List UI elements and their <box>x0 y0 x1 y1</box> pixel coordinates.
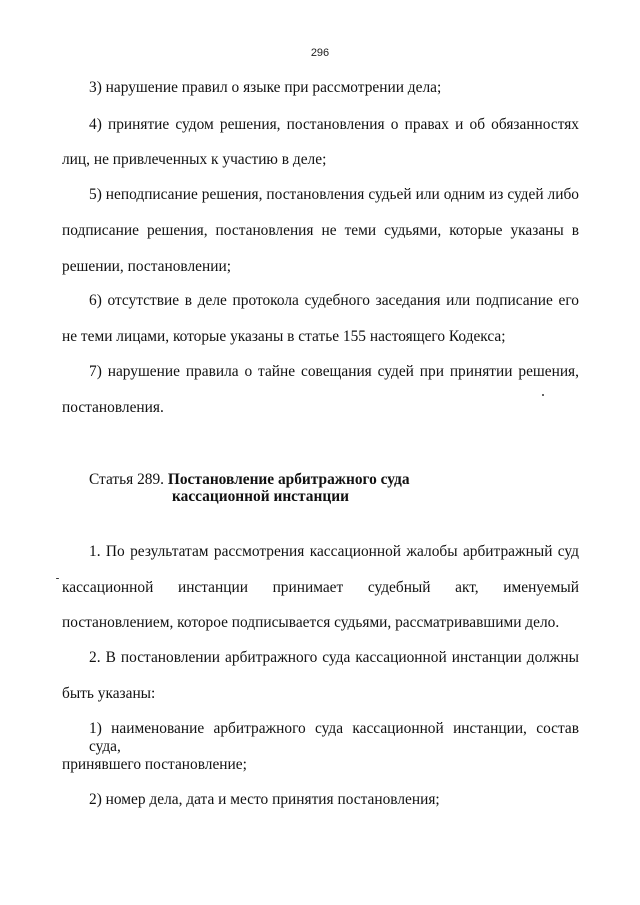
item-3-line-1: 3) нарушение правил о языке при рассмотрении дела; <box>89 79 442 96</box>
item-4-line-1: 4) принятие судом решения, постановления о правах и об обязанностях <box>89 116 579 133</box>
paragraph-2-line-1: 2. В постановлении арбитражного суда кассационной инстанции должны <box>89 649 579 666</box>
paragraph-1-line-1: 1. По результатам рассмотрения кассационной жалобы арбитражный суд <box>89 543 579 560</box>
sub-item-1-line-2: принявшего постановление; <box>62 756 247 773</box>
sub-item-2-line-1: 2) номер дела, дата и место принятия постановления; <box>89 791 440 808</box>
sub-item-1-line-1: 1) наименование арбитражного суда кассационной инстанции, состав суда, <box>89 720 579 755</box>
item-6-line-1: 6) отсутствие в деле протокола судебного заседания или подписание его <box>89 292 579 309</box>
article-title-line-1: Постановление арбитражного суда <box>167 471 410 488</box>
article-heading <box>89 471 410 489</box>
paragraph-1-line-3: постановлением, которое подписывается судьями, рассматривавшими дело. <box>62 614 560 631</box>
p1-word-1: кассационной <box>62 579 154 596</box>
p1-word-3: принимает <box>272 579 344 596</box>
p1-word-5: акт, <box>455 579 479 596</box>
p1-word-4: судебный <box>367 579 431 596</box>
item-5-line-3: решении, постановлении; <box>62 258 231 275</box>
item-5-line-2: подписание решения, постановления не теми судьями, которые указаны в <box>62 222 579 239</box>
paragraph-1-line-2 <box>62 579 579 597</box>
item-6-line-2: не теми лицами, которые указаны в статье 155 настоящего Кодекса; <box>62 328 506 345</box>
article-title-line-2: кассационной инстанции <box>172 488 349 505</box>
page-number: 296 <box>310 47 330 59</box>
scan-speck <box>56 578 59 579</box>
scan-speck <box>542 394 544 396</box>
item-7-line-1: 7) нарушение правила о тайне совещания судей при принятии решения, <box>89 363 579 380</box>
item-7-line-2: постановления. <box>62 399 164 416</box>
p1-word-2: инстанции <box>177 579 248 596</box>
p1-word-6: именуемый <box>503 579 579 596</box>
paragraph-2-line-2: быть указаны: <box>62 685 156 702</box>
article-prefix: Статья 289. <box>89 471 165 488</box>
item-4-line-2: лиц, не привлеченных к участию в деле; <box>62 151 327 168</box>
item-5-line-1: 5) неподписание решения, постановления судьей или одним из судей либо <box>89 186 579 203</box>
